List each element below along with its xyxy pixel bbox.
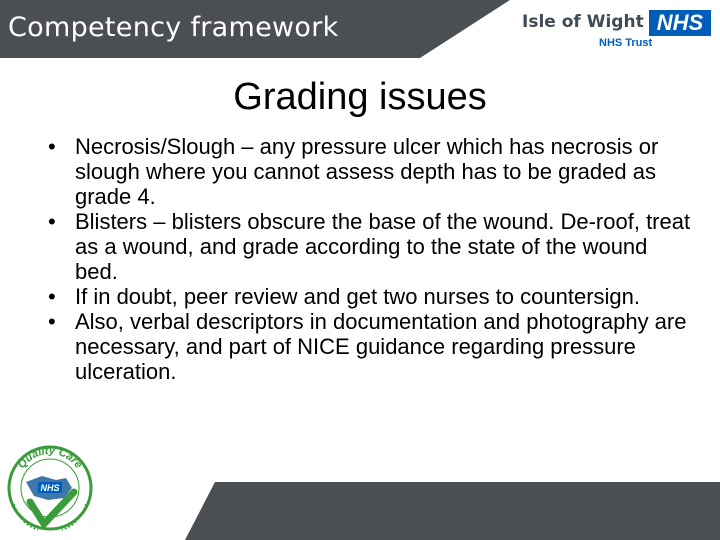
bullet-item	[45, 209, 695, 284]
nhs-logo-mark: NHS	[649, 10, 711, 36]
bullet-text: Blisters – blisters obscure the base of the wound. De-roof, treat as a wound, and grade according to the state of the wound bed.	[75, 209, 691, 284]
bullet-item	[45, 134, 695, 209]
bullet-text: Necrosis/Slough – any pressure ulcer which has necrosis or slough where you cannot assess depth has to be graded as grade 4.	[75, 134, 659, 209]
logo-trust-subtitle: NHS Trust	[599, 37, 653, 49]
nhs-trust-logo	[522, 8, 714, 52]
bullet-dot-icon: •	[48, 284, 56, 309]
bullet-text: Also, verbal descriptors in documentation and photography are necessary, and part of NICE guidance regarding pressure ulceration.	[75, 309, 687, 384]
quality-care-badge-icon	[4, 440, 96, 536]
bullet-dot-icon: •	[48, 134, 56, 159]
bullet-item	[45, 284, 695, 309]
badge-arc-text: Quality Care	[15, 444, 85, 471]
bullet-text: If in doubt, peer review and get two nurses to countersign.	[75, 284, 640, 309]
header-title: Competency framework	[8, 12, 339, 43]
bullet-dot-icon: •	[48, 209, 56, 234]
footer-band	[0, 482, 720, 540]
badge-nhs-mark: NHS	[40, 483, 60, 493]
slide-title: Grading issues	[233, 76, 487, 118]
bullet-list	[45, 134, 695, 384]
logo-org-name: Isle of Wight	[522, 12, 644, 32]
bullet-item	[45, 309, 695, 384]
bullet-dot-icon: •	[48, 309, 56, 334]
